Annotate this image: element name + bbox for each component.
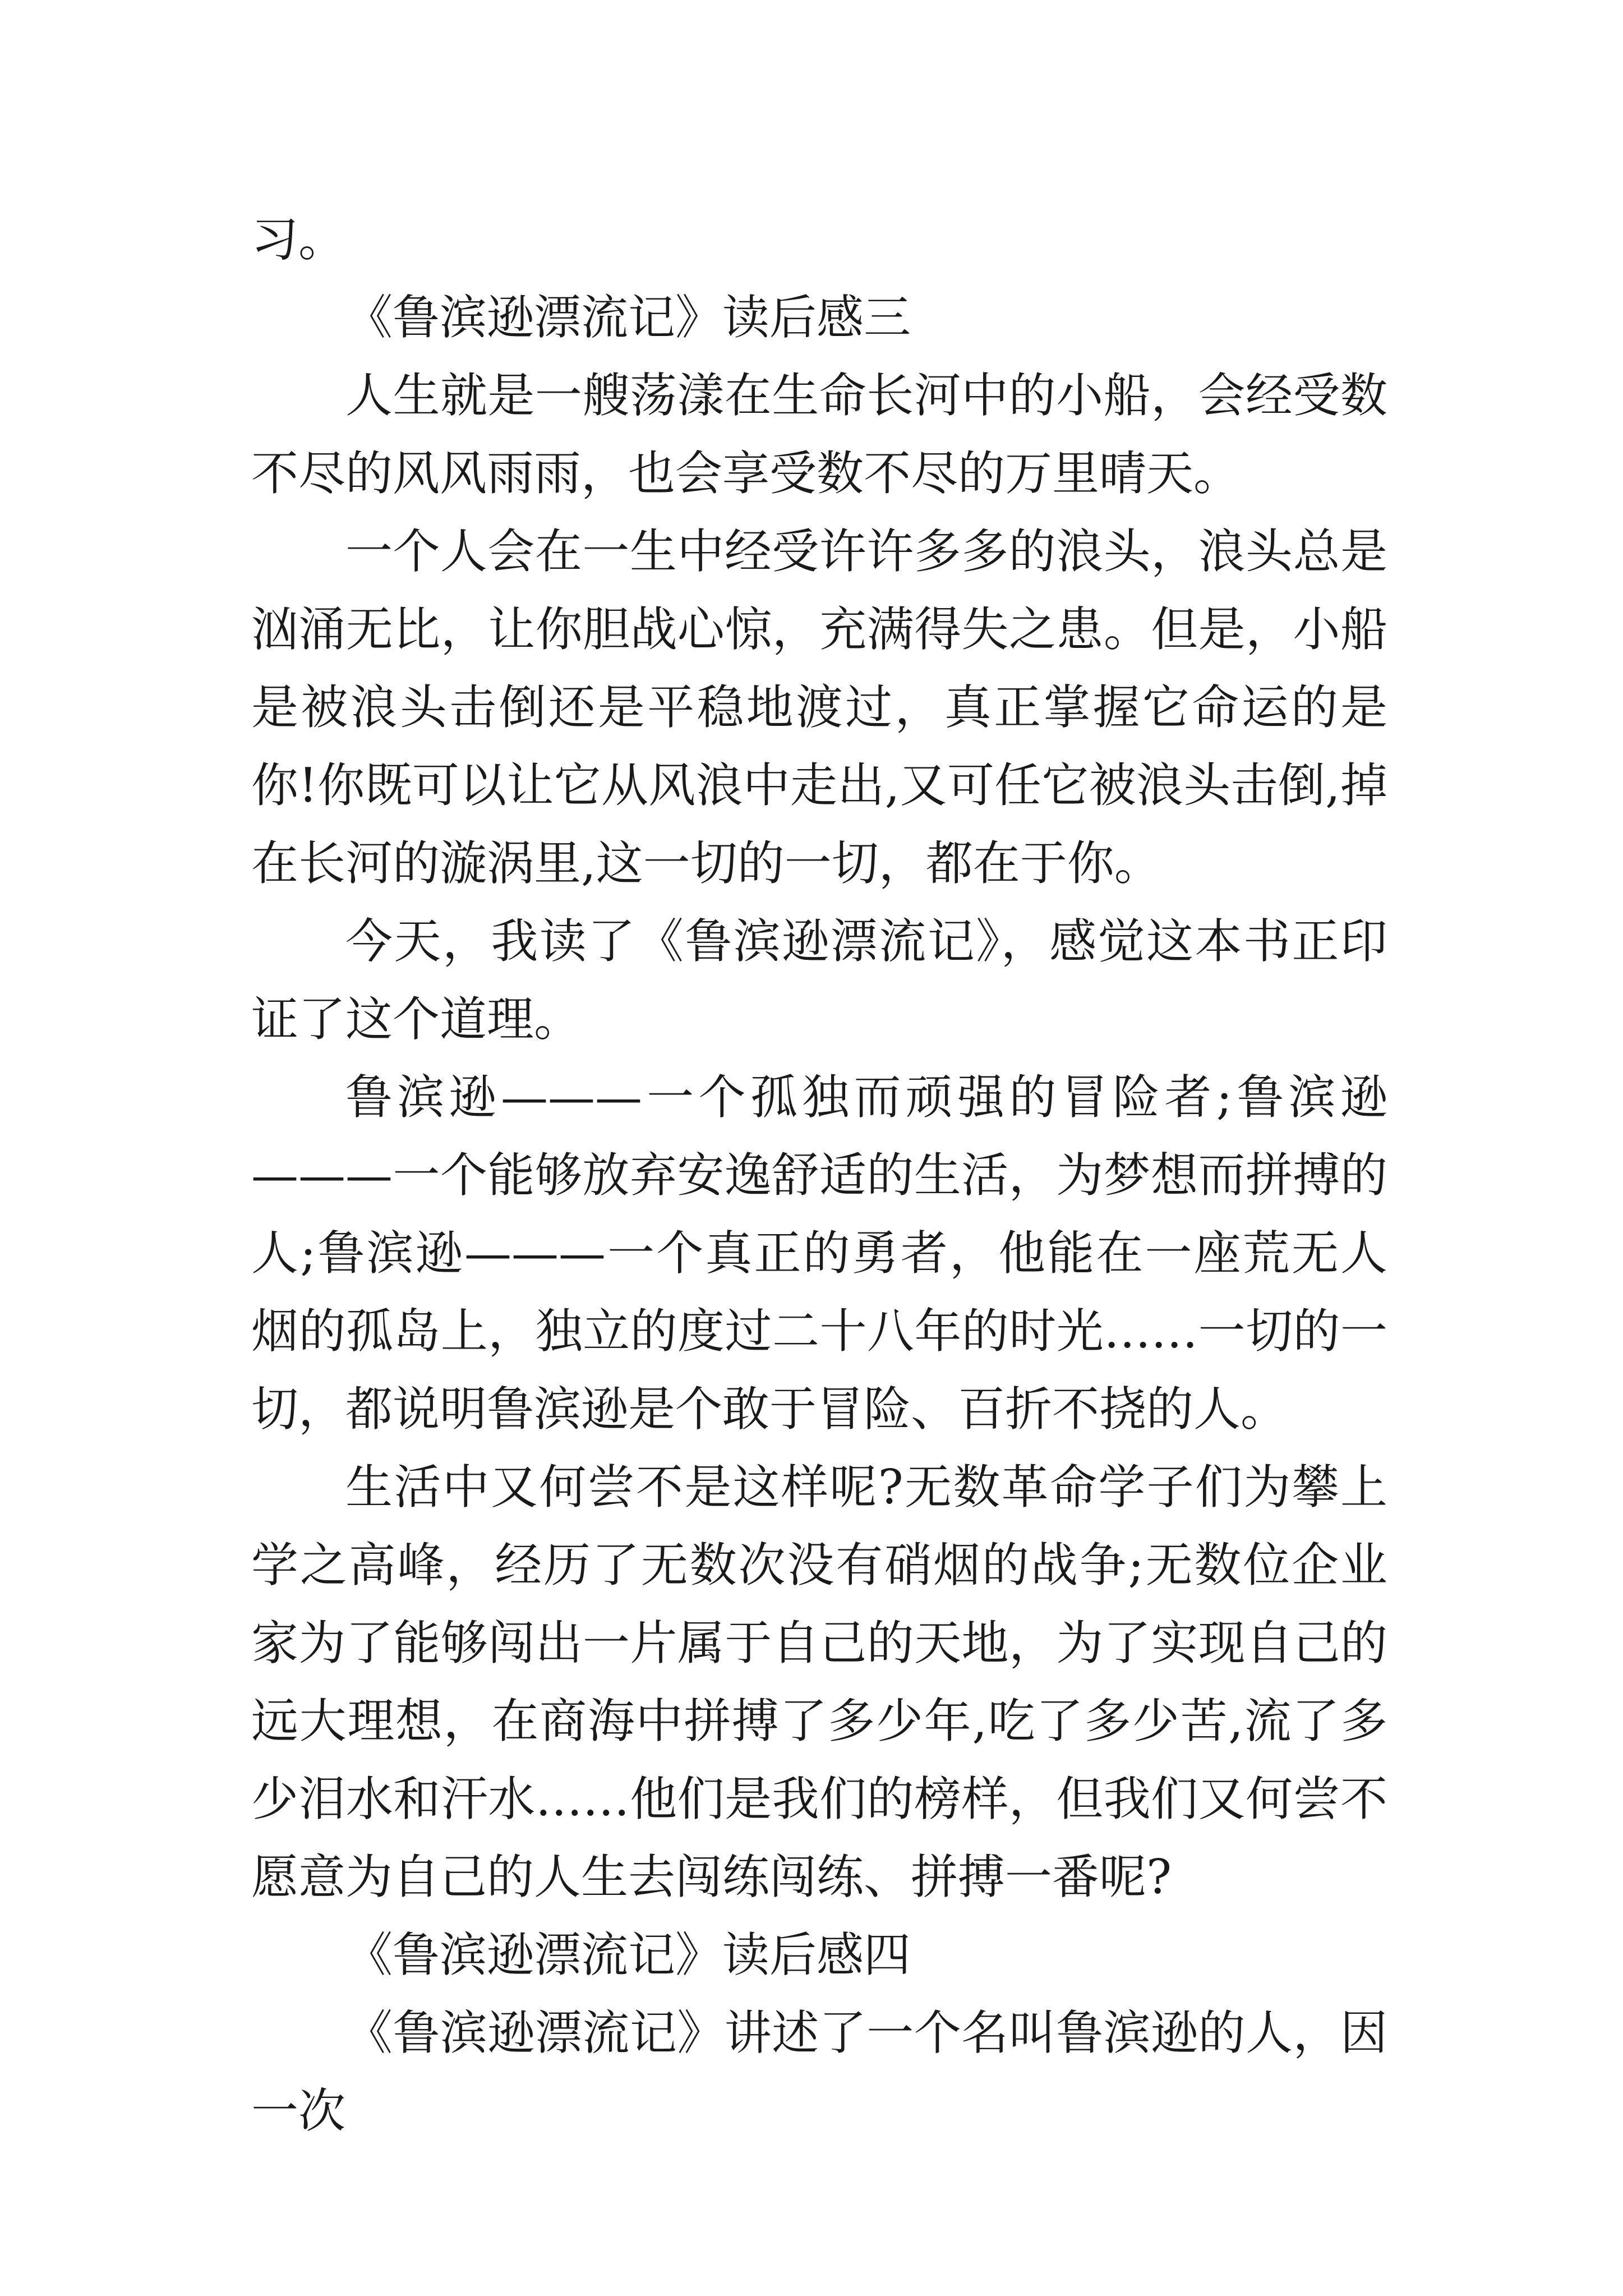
body-paragraph: 一个人会在一生中经受许许多多的浪头，浪头总是汹涌无比，让你胆战心惊，充满得失之患。但是，小船是被浪头击倒还是平稳地渡过，真正掌握它命运的是你!你既可以让它从风浪中走出,又可任它被浪头击倒,掉在长河的漩涡里,这一切的一切，都在于你。 [251,524,1387,891]
article-body [251,201,1387,2150]
section-heading-three: 《鲁滨逊漂流记》读后感三 [345,290,911,345]
section-heading-four: 《鲁滨逊漂流记》读后感四 [345,1927,911,1982]
body-paragraph: 《鲁滨逊漂流记》讲述了一个名叫鲁滨逊的人，因一次 [251,2005,1387,2138]
body-paragraph: 今天，我读了《鲁滨逊漂流记》，感觉这本书正印证了这个道理。 [251,914,1387,1047]
body-paragraph: 生活中又何尝不是这样呢?无数革命学子们为攀上学之高峰，经历了无数次没有硝烟的战争;无数位企业家为了能够闯出一片属于自己的天地，为了实现自己的远大理想，在商海中拼搏了多少年,吃了多少苦,流了多少泪水和汗水……他们是我们的榜样，但我们又何尝不愿意为自己的人生去闯练闯练、拼搏一番呢? [251,1460,1387,1904]
continuation-paragraph: 习。 [251,212,346,267]
body-paragraph: 人生就是一艘荡漾在生命长河中的小船，会经受数不尽的风风雨雨，也会享受数不尽的万里晴天。 [251,368,1387,501]
body-paragraph: 鲁滨逊———一个孤独而顽强的冒险者;鲁滨逊———一个能够放弃安逸舒适的生活，为梦想而拼搏的人;鲁滨逊———一个真正的勇者，他能在一座荒无人烟的孤岛上，独立的度过二十八年的时光……一切的一切，都说明鲁滨逊是个敢于冒险、百折不挠的人。 [251,1070,1387,1437]
